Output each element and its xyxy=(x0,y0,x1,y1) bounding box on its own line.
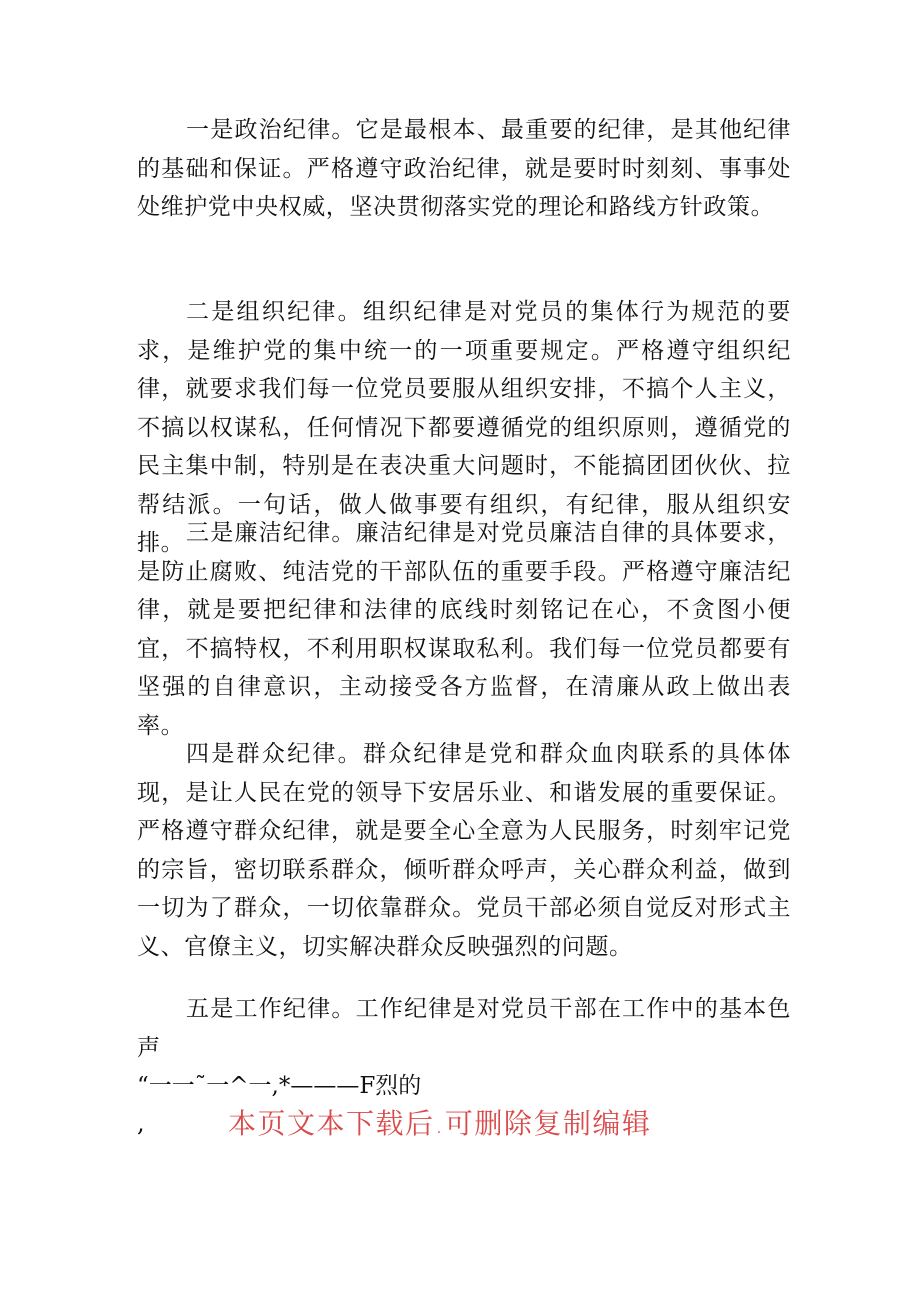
paragraph-mass-discipline: 四是群众纪律。群众纪律是党和群众血肉联系的具体体现，是让人民在党的领导下安居乐业、和谐发展的重要保证。严格遵守群众纪律，就是要全心全意为人民服务，时刻牢记党的宗旨，密切联系群众，倾听群众呼声，关心群众利益，做到一切为了群众，一切依靠群众。党员干部必须自觉反对形式主义、官僚主义，切实解决群众反映强烈的问题。 xyxy=(137,741,791,960)
download-notice: 本页文本下载后.可删除复制编辑 xyxy=(228,1107,652,1140)
paragraph-integrity-discipline: 三是廉洁纪律。廉洁纪律是对党员廉洁自律的具体要求，是防止腐败、纯洁党的干部队伍的重要手段。严格遵守廉洁纪律，就是要把纪律和法律的底线时刻铭记在心，不贪图小便宜，不搞特权，不利用职权谋取私利。我们每一位党员都要有坚强的自律意识，主动接受各方监督，在清廉从政上做出表率。 xyxy=(137,520,791,739)
garbled-line: “一一˜一^一,*———F烈的 xyxy=(137,1073,422,1099)
work-discipline-text: 五是工作纪律。工作纪律是对党员干部在工作中的基本色声 xyxy=(137,996,791,1061)
paragraph-political-discipline: 一是政治纪律。它是最根本、最重要的纪律，是其他纪律的基础和保证。严格遵守政治纪律，就是要时时刻刻、事事处处维护党中央权威，坚决贯彻落实党的理论和路线方针政策。 xyxy=(137,117,791,220)
paragraph-work-discipline xyxy=(137,990,791,1106)
footer-comma: , xyxy=(137,1109,145,1137)
paragraph-organizational-discipline: 二是组织纪律。组织纪律是对党员的集体行为规范的要求，是维护党的集中统一的一项重要规定。严格遵守组织纪律，就要求我们每一位党员要服从组织安排，不搞个人主义，不搞以权谋私，任何情况下都要遵循党的组织原则，遵循党的民主集中制，特别是在表决重大问题时，不能搞团团伙伙、拉帮结派。一句话，做人做事要有组织，有纪律，服从组织安排。 xyxy=(137,299,791,556)
